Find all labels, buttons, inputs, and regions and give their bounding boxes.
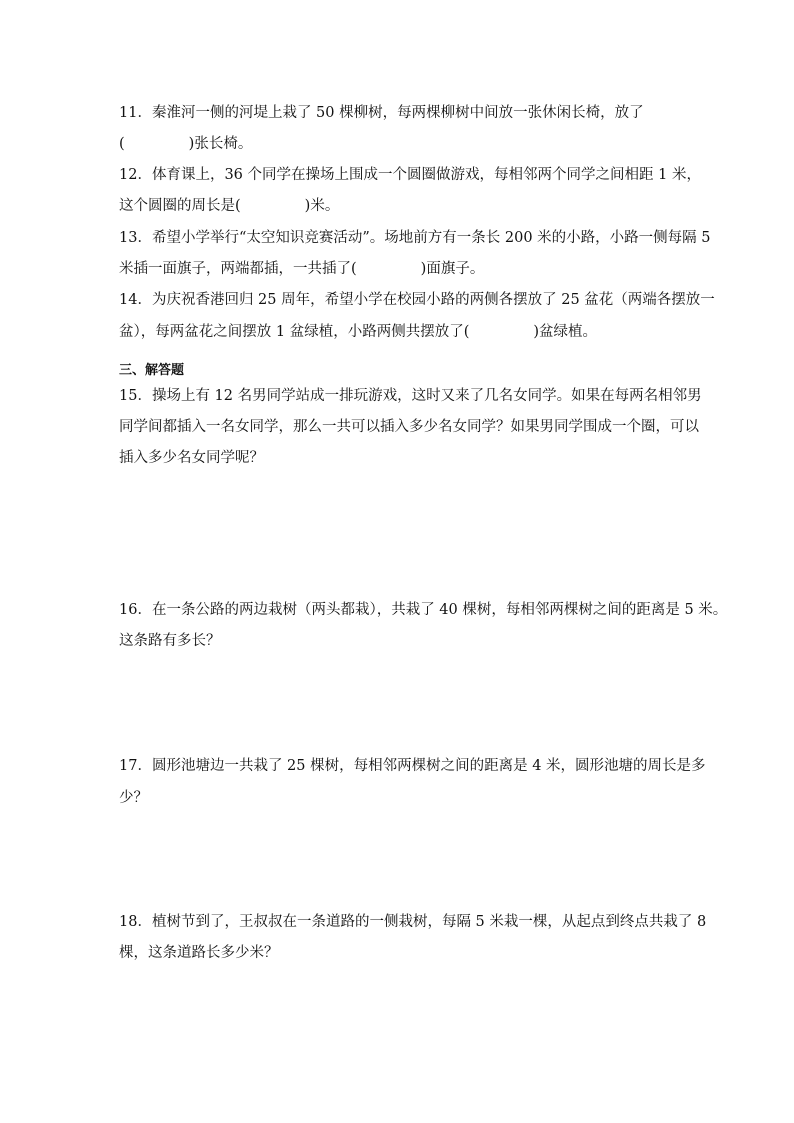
- question-14-prefix: 盆），每两盆花之间摆放 1 盆绿植，小路两侧共摆放了(: [119, 324, 470, 340]
- question-12-line-2: [119, 196, 339, 216]
- question-14-line-2: [119, 322, 597, 342]
- question-11-line-1: 11．秦淮河一侧的河堤上栽了 50 棵柳树，每两棵柳树中间放一张休闲长椅，放了: [119, 105, 644, 121]
- section-heading: 三、解答题: [119, 363, 185, 378]
- question-12-line-1: 12．体育课上，36 个同学在操场上围成一个圆圈做游戏，每相邻两个同学之间相距 1 米，: [119, 167, 701, 183]
- question-17-line-2: 少？: [119, 790, 148, 806]
- question-16-line-1: 16．在一条公路的两边栽树（两头都栽），共栽了 40 棵树，每相邻两棵树之间的距离是 5 米。: [119, 602, 728, 618]
- question-14-line-1: 14．为庆祝香港回归 25 周年，希望小学在校园小路的两侧各摆放了 25 盆花（两端各摆放一: [119, 292, 715, 308]
- question-16-line-2: 这条路有多长？: [119, 633, 221, 649]
- question-12-suffix: )米。: [304, 198, 340, 214]
- question-14-suffix: )盆绿植。: [533, 324, 598, 340]
- question-17-line-1: 17．圆形池塘边一共栽了 25 棵树，每相邻两棵树之间的距离是 4 米，圆形池塘的周长是多: [119, 758, 706, 774]
- question-18-line-1: 18．植树节到了，王叔叔在一条道路的一侧栽树，每隔 5 米栽一棵，从起点到终点共栽了 8: [119, 914, 707, 930]
- question-11-line-2: [119, 134, 252, 154]
- question-11-prefix: (: [119, 136, 125, 152]
- question-13-suffix: )面旗子。: [420, 261, 485, 277]
- question-13-line-1: 13．希望小学举行“太空知识竞赛活动”。场地前方有一条长 200 米的小路，小路一侧每隔 5: [119, 230, 711, 246]
- question-15-line-2: 同学间都插入一名女同学，那么一共可以插入多少名女同学？如果男同学围成一个圈，可以: [119, 419, 699, 435]
- question-13-prefix: 米插一面旗子，两端都插，一共插了(: [119, 261, 357, 277]
- question-12-prefix: 这个圆圈的周长是(: [119, 198, 241, 214]
- question-18-line-2: 棵，这条道路长多少米？: [119, 945, 279, 961]
- question-15-line-1: 15．操场上有 12 名男同学站成一排玩游戏，这时又来了几名女同学。如果在每两名相邻男: [119, 388, 702, 404]
- question-15-line-3: 插入多少名女同学呢？: [119, 450, 264, 466]
- question-11-suffix: )张长椅。: [188, 136, 253, 152]
- question-13-line-2: [119, 259, 484, 279]
